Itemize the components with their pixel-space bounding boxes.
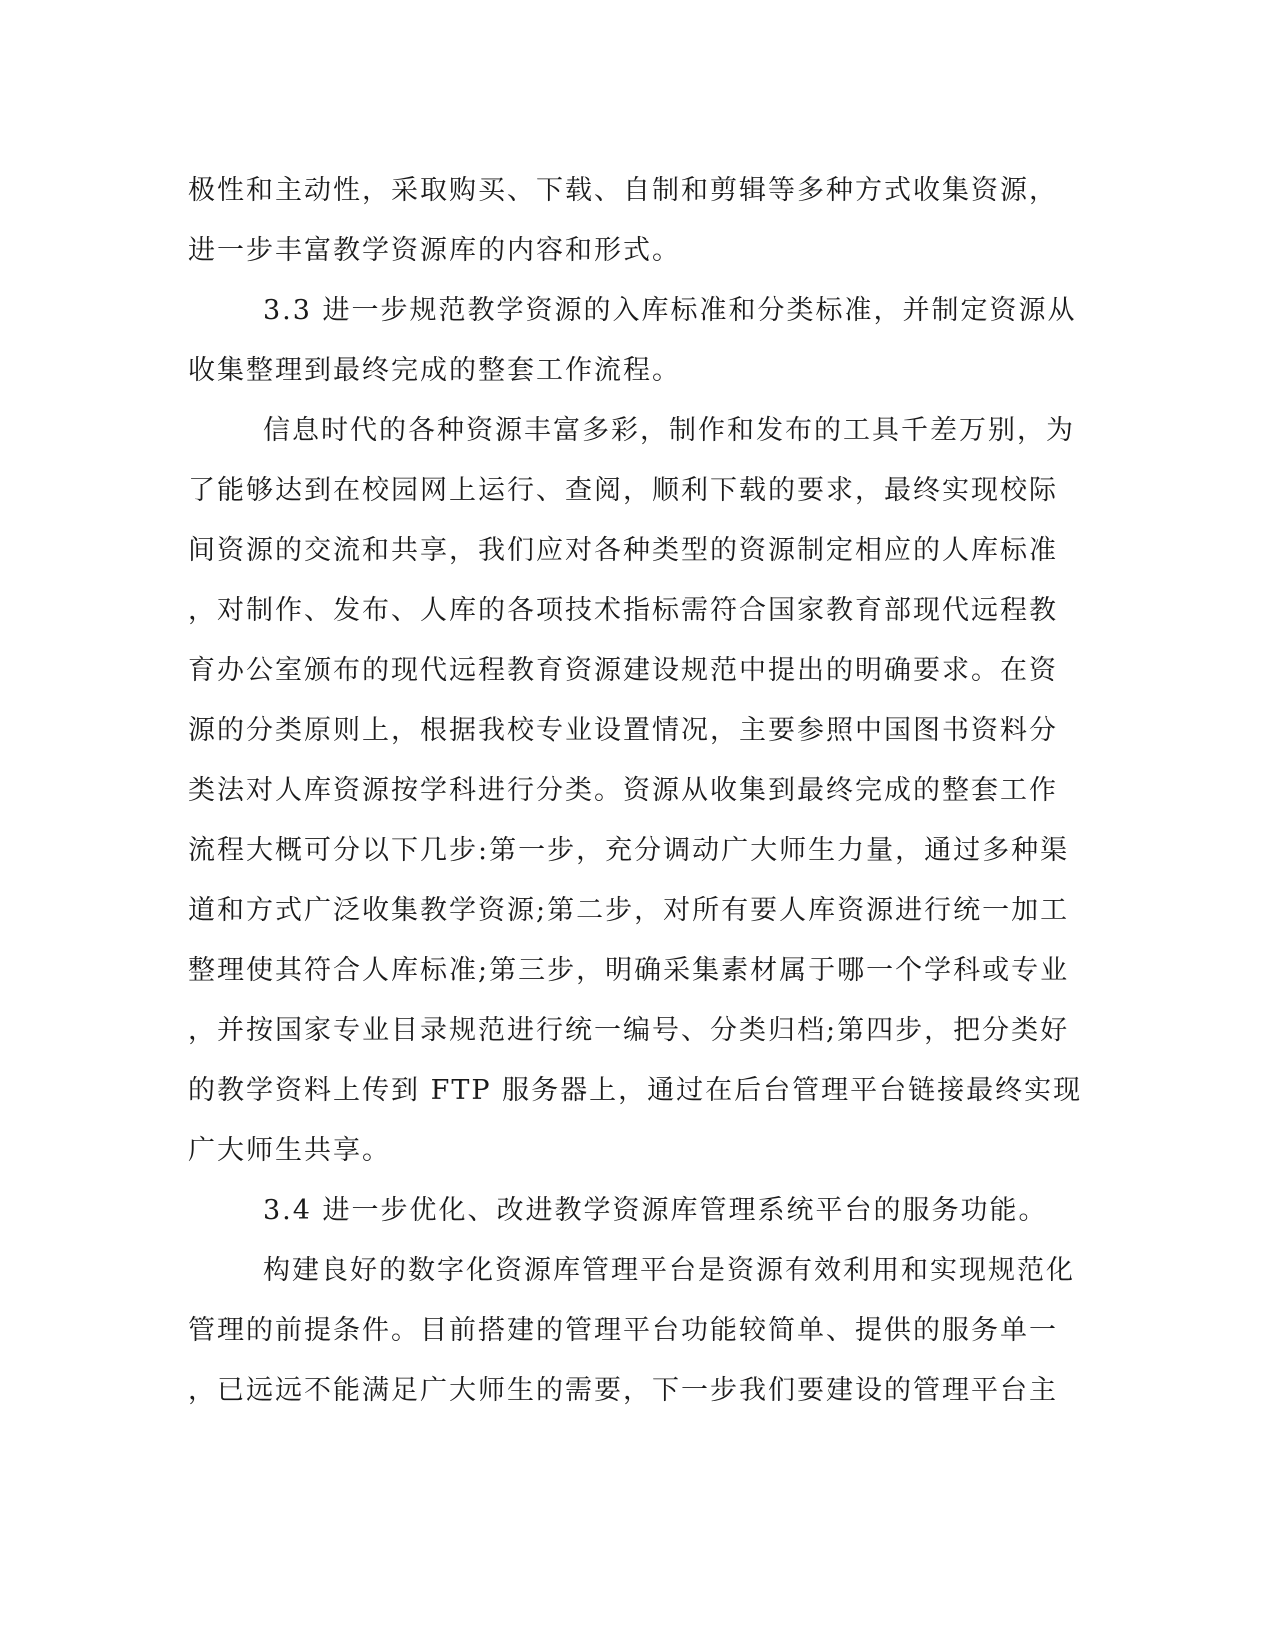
text-line: 了能够达到在校园网上运行、查阅，顺利下载的要求，最终实现校际 — [188, 475, 1058, 506]
text-line: ，已远远不能满足广大师生的需要，下一步我们要建设的管理平台主 — [188, 1375, 1058, 1406]
text-line: ，对制作、发布、人库的各项技术指标需符合国家教育部现代远程教 — [188, 595, 1058, 626]
text-line: 育办公室颁布的现代远程教育资源建设规范中提出的明确要求。在资 — [188, 655, 1058, 686]
section-heading-3-4: 3.4 进一步优化、改进教学资源库管理系统平台的服务功能。 — [263, 1195, 1048, 1226]
text-line: 源的分类原则上，根据我校专业设置情况，主要参照中国图书资料分 — [188, 715, 1058, 746]
text-line: 的教学资料上传到 FTP 服务器上，通过在后台管理平台链接最终实现 — [188, 1075, 1083, 1106]
text-line: 管理的前提条件。目前搭建的管理平台功能较简单、提供的服务单一 — [188, 1315, 1058, 1346]
text-line: 进一步丰富教学资源库的内容和形式。 — [188, 235, 681, 266]
paragraph-start: 信息时代的各种资源丰富多彩，制作和发布的工具千差万别，为 — [263, 415, 1075, 446]
text-line: 广大师生共享。 — [188, 1135, 391, 1166]
text-line: 道和方式广泛收集教学资源;第二步，对所有要人库资源进行统一加工 — [188, 895, 1070, 926]
text-line: 极性和主动性，采取购买、下载、自制和剪辑等多种方式收集资源， — [188, 175, 1058, 206]
text-line: 间资源的交流和共享，我们应对各种类型的资源制定相应的人库标准 — [188, 535, 1058, 566]
text-line: 流程大概可分以下几步:第一步，充分调动广大师生力量，通过多种渠 — [188, 835, 1070, 866]
text-line: 整理使其符合人库标准;第三步，明确采集素材属于哪一个学科或专业 — [188, 955, 1070, 986]
text-line: 类法对人库资源按学科进行分类。资源从收集到最终完成的整套工作 — [188, 775, 1058, 806]
body-text — [188, 161, 1083, 1421]
paragraph-start: 构建良好的数字化资源库管理平台是资源有效利用和实现规范化 — [263, 1255, 1075, 1286]
section-heading-3-3: 3.3 进一步规范教学资源的入库标准和分类标准，并制定资源从 — [263, 295, 1077, 326]
text-line: 收集整理到最终完成的整套工作流程。 — [188, 355, 681, 386]
text-line: ，并按国家专业目录规范进行统一编号、分类归档;第四步，把分类好 — [188, 1015, 1070, 1046]
